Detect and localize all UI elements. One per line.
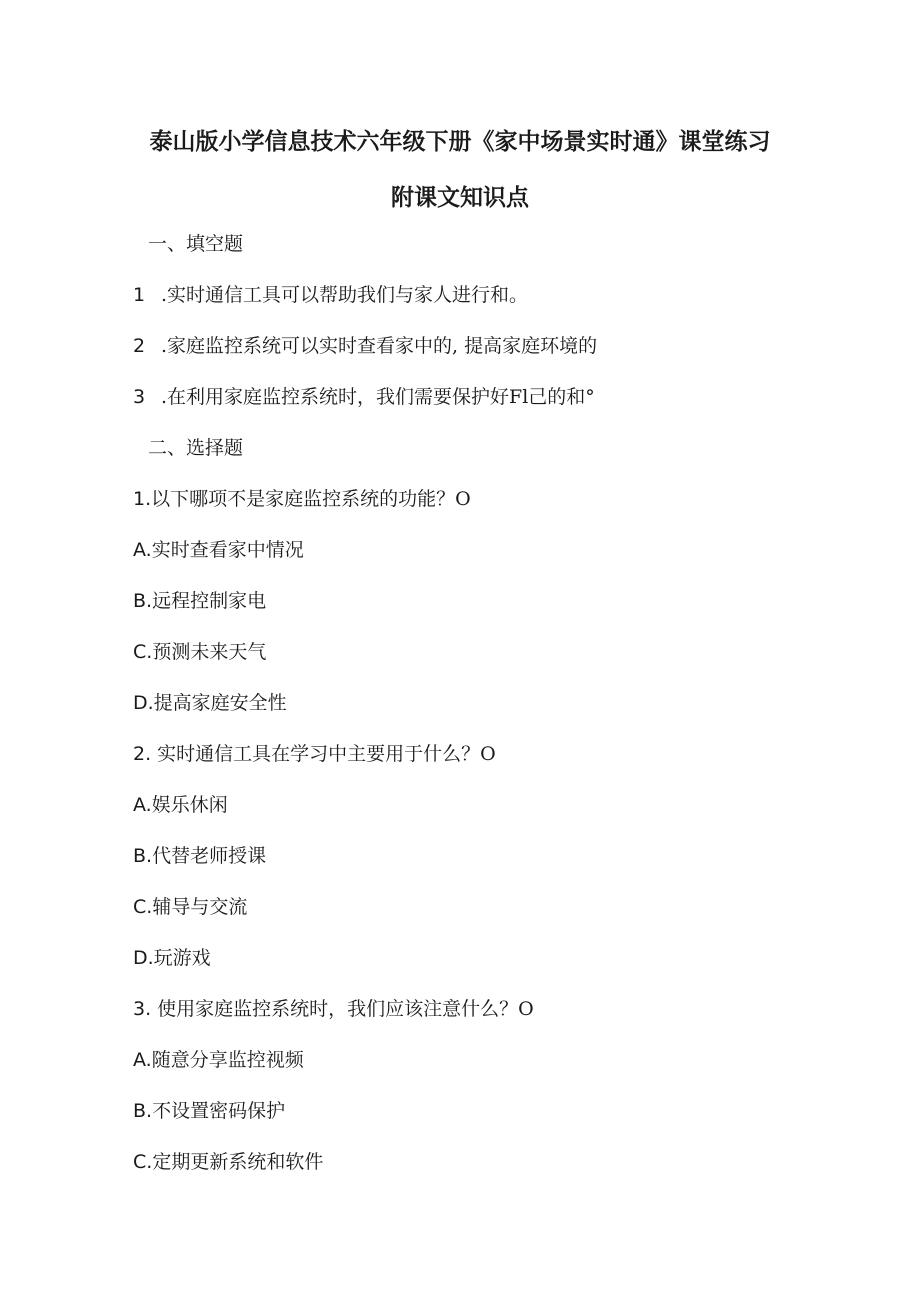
answer-option: [133, 691, 287, 715]
option-text: 不设置密码保护: [152, 1100, 286, 1122]
question-number: 1.: [133, 488, 152, 510]
option-letter: C.: [133, 641, 153, 663]
option-text: 代替老师授课: [152, 845, 267, 867]
question-stem: [133, 487, 471, 511]
fill-blank-item: [133, 283, 528, 307]
option-text: 玩游戏: [153, 947, 211, 969]
answer-option: [133, 1150, 323, 1174]
fill-blank-item: [133, 334, 597, 358]
option-text: 实时查看家中情况: [151, 539, 304, 561]
question-text: 使用家庭监控系统时，我们应该注意什么？O: [151, 998, 534, 1020]
item-number: 3: [133, 386, 146, 408]
document-title: 泰山版小学信息技术六年级下册《家中场景实时通》课堂练习: [149, 129, 771, 155]
option-text: 预测未来天气: [152, 641, 267, 663]
option-text: 娱乐休闲: [151, 794, 228, 816]
fill-blank-item: [133, 385, 595, 409]
item-text: .家庭监控系统可以实时查看家中的, 提高家庭环境的: [161, 335, 598, 357]
answer-option: [133, 589, 266, 613]
answer-option: [133, 895, 247, 919]
item-text: .实时通信工具可以帮助我们与家人进行和。: [161, 284, 529, 306]
option-letter: D.: [133, 947, 154, 969]
option-text: 提高家庭安全性: [153, 692, 287, 714]
option-letter: A.: [133, 794, 152, 816]
option-letter: A.: [133, 1049, 152, 1071]
option-letter: C.: [133, 896, 153, 918]
section-heading-fill-blank: 一、填空题: [148, 233, 244, 255]
question-number: 3.: [133, 998, 152, 1020]
item-number: 1: [133, 284, 146, 306]
option-text: 定期更新系统和软件: [152, 1151, 324, 1173]
question-number: 2.: [133, 743, 152, 765]
section-heading-multiple-choice: 二、选择题: [148, 437, 244, 459]
option-text: 远程控制家电: [152, 590, 267, 612]
question-stem: [133, 997, 534, 1021]
option-letter: A.: [133, 539, 152, 561]
option-letter: B.: [133, 590, 153, 612]
answer-option: [133, 844, 266, 868]
question-text: 实时通信工具在学习中主要用于什么？O: [151, 743, 496, 765]
question-stem: [133, 742, 496, 766]
answer-option: [133, 793, 228, 817]
option-text: 随意分享监控视频: [151, 1049, 304, 1071]
answer-option: [133, 946, 211, 970]
item-text: .在利用家庭监控系统时，我们需要保护好Fl己的和°: [161, 386, 595, 408]
answer-option: [133, 1099, 285, 1123]
document-subtitle: 附课文知识点: [391, 185, 529, 211]
option-letter: C.: [133, 1151, 153, 1173]
item-number: 2: [133, 335, 146, 357]
answer-option: [133, 640, 266, 664]
option-letter: B.: [133, 1100, 153, 1122]
answer-option: [133, 1048, 304, 1072]
question-text: 以下哪项不是家庭监控系统的功能？O: [151, 488, 471, 510]
answer-option: [133, 538, 304, 562]
option-letter: B.: [133, 845, 153, 867]
option-text: 辅导与交流: [152, 896, 248, 918]
option-letter: D.: [133, 692, 154, 714]
